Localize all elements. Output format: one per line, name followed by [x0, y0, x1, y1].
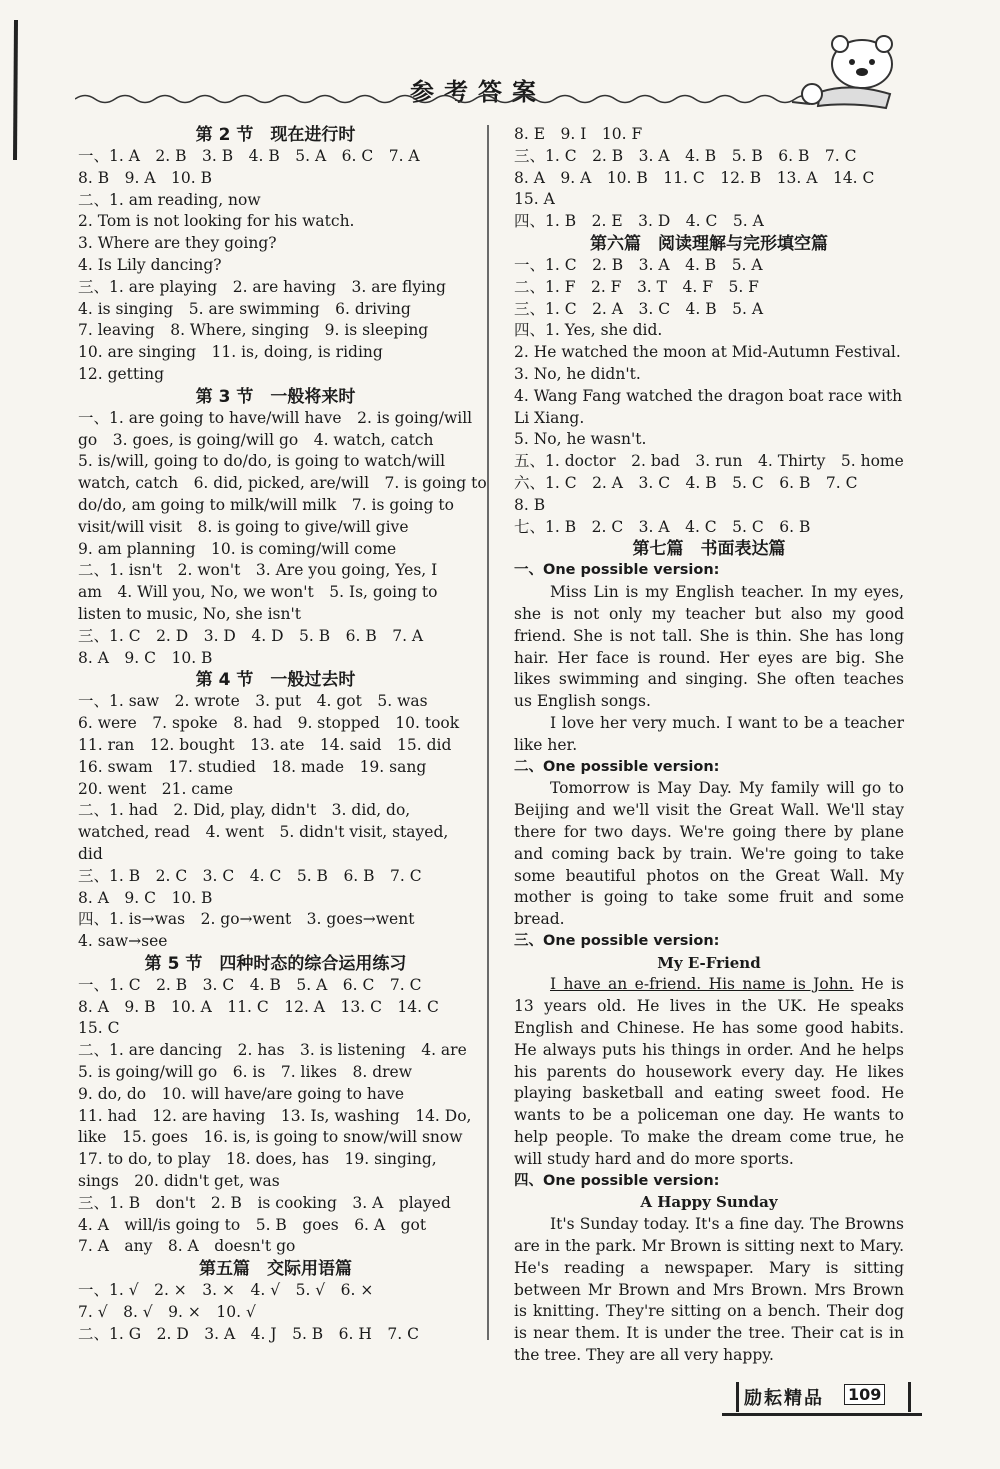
essay-1: [514, 560, 904, 756]
answer-line: do/do, am going to milk/will milk 7. is going to: [78, 495, 454, 514]
answer-line: visit/will visit 8. is going to give/will give: [78, 517, 409, 536]
answer-line: 4. Is Lily dancing?: [78, 255, 222, 274]
essay-4-label: 四、One possible version:: [514, 1172, 720, 1189]
answer-line: am 4. Will you, No, we won't 5. Is, going to: [78, 583, 438, 602]
essay-4-paragraph: It's Sunday today. It's a fine day. The Browns are in the park. Mr Brown is sitting next to Mary. He's reading a newspaper. Mary is sitting between Mr Brown and Mrs Brown. Mrs Brown is knitting. They're sitting on a bench. Their dog is near them. It is under the tree. Their cat is in the tree. They are all very happy.: [514, 1215, 904, 1365]
answer-line: listen to music, No, she isn't: [78, 604, 301, 623]
part-5-title: 第五篇 交际用语篇: [199, 1259, 352, 1280]
answer-line: 20. went 21. came: [78, 779, 234, 798]
essay-1-label: 一、One possible version:: [514, 562, 720, 579]
part-7-title: 第七篇 书面表达篇: [632, 539, 786, 560]
essay-1-paragraph-2: I love her very much. I want to be a teacher like her.: [514, 713, 904, 754]
answer-line: 二、1. had 2. Did, play, didn't 3. did, do,: [78, 801, 411, 820]
section-2-answers: [78, 146, 473, 386]
essay-4-title: A Happy Sunday: [640, 1193, 778, 1212]
answer-line: 三、1. B don't 2. B is cooking 3. A played: [78, 1193, 451, 1212]
answer-line: go 3. goes, is going/will go 4. watch, catch: [78, 430, 434, 449]
answer-line: 3. No, he didn't.: [514, 364, 641, 383]
answer-line: watched, read 4. went 5. didn't visit, stayed,: [78, 823, 449, 842]
essay-3-paragraph: [514, 974, 904, 1170]
answer-line: 11. had 12. are having 13. Is, washing 14. Do,: [78, 1106, 472, 1125]
answer-line: 4. saw→see: [78, 932, 168, 951]
answer-line: 一、1. A 2. B 3. B 4. B 5. A 6. C 7. A: [78, 147, 420, 165]
answer-line: 二、1. G 2. D 3. A 4. J 5. B 6. H 7. C: [78, 1324, 419, 1343]
answer-line: 9. am planning 10. is coming/will come: [78, 539, 397, 558]
essay-3-label: 三、One possible version:: [514, 932, 720, 949]
answer-line: 2. He watched the moon at Mid-Autumn Festival.: [514, 343, 901, 362]
essay-3-body: He is 13 years old. He lives in the UK. He speaks English and Chinese. He has some good habits. He always puts his things in order. And he helps his parents do housework every day. He likes playing basketball and eating sweet food. He wants to be a policeman one day. He wants to help people. To make the dream come true, he will study hard and do more sports.: [514, 975, 904, 1168]
answer-line: 7. √ 8. √ 9. × 10. √: [78, 1303, 256, 1322]
answer-line: 一、1. C 2. B 3. A 4. B 5. A: [514, 255, 763, 274]
answer-line: 三、1. C 2. A 3. C 4. B 5. A: [514, 299, 764, 318]
answer-line: 4. is singing 5. are swimming 6. driving: [78, 299, 411, 318]
answer-line: 四、1. Yes, she did.: [514, 321, 663, 340]
answer-line: 11. ran 12. bought 13. ate 14. said 15. did: [78, 735, 452, 754]
answer-line: 四、1. is→was 2. go→went 3. goes→went: [78, 910, 415, 929]
bear-mascot-icon: [790, 32, 910, 112]
answer-line: 一、1. C 2. B 3. C 4. B 5. A 6. C 7. C: [78, 975, 422, 994]
part-6-title: 第六篇 阅读理解与完形填空篇: [590, 233, 828, 254]
answer-line: did: [78, 844, 103, 863]
answer-line: 3. Where are they going?: [78, 234, 277, 253]
answer-line: 8. B 9. A 10. B: [78, 168, 212, 187]
answer-line: 7. leaving 8. Where, singing 9. is sleeping: [78, 321, 429, 340]
section-3-title: 第 3 节 一般将来时: [195, 386, 356, 407]
answer-line: 二、1. F 2. F 3. T 4. F 5. F: [514, 277, 759, 296]
answer-line: 一、1. saw 2. wrote 3. put 4. got 5. was: [78, 692, 428, 711]
answer-line: 15. C: [78, 1019, 120, 1038]
answer-line: 二、1. are dancing 2. has 3. is listening 4. are: [78, 1041, 467, 1060]
answer-line: 8. E 9. I 10. F: [514, 125, 643, 143]
answer-line: 一、1. are going to have/will have 2. is going/will: [78, 408, 473, 427]
answer-line: 8. A 9. C 10. B: [78, 648, 213, 667]
answer-line: 4. Wang Fang watched the dragon boat race with: [514, 386, 903, 405]
answer-line: sings 20. didn't get, was: [78, 1172, 280, 1191]
section-2-title: 第 2 节 现在进行时: [195, 125, 356, 145]
answer-line: like 15. goes 16. is, is going to snow/will snow: [78, 1128, 463, 1147]
answer-line: 三、1. C 2. D 3. D 4. D 5. B 6. B 7. A: [78, 626, 424, 645]
footer-brand: [722, 1382, 922, 1412]
answer-line: 七、1. B 2. C 3. A 4. C 5. C 6. B: [514, 517, 811, 536]
answer-line: 6. were 7. spoke 8. had 9. stopped 10. took: [78, 714, 460, 733]
section-3-answers: [78, 408, 487, 670]
answer-line: 10. are singing 11. is, doing, is riding: [78, 343, 383, 362]
brand-underline: [722, 1413, 922, 1416]
essay-3-title: My E-Friend: [657, 953, 761, 972]
essay-3-first-sentence: I have an e-friend. His name is John.: [550, 975, 854, 994]
answer-line: 三、1. C 2. B 3. A 4. B 5. B 6. B 7. C: [514, 146, 857, 165]
left-column: [78, 124, 487, 1346]
answer-line: 5. No, he wasn't.: [514, 430, 647, 449]
brand-bar-left: [736, 1382, 739, 1412]
answer-line: 四、1. B 2. E 3. D 4. C 5. A: [514, 212, 764, 231]
answer-line: 8. B: [514, 495, 546, 514]
answer-line: 15. A: [514, 190, 555, 209]
answer-line: 12. getting: [78, 364, 164, 383]
answer-line: 一、1. √ 2. × 3. × 4. √ 5. √ 6. ×: [78, 1281, 374, 1300]
brand-bar-right: [908, 1382, 911, 1412]
answer-line: 17. to do, to play 18. does, has 19. singing,: [78, 1150, 437, 1169]
answer-line: watch, catch 6. did, picked, are/will 7. is going to: [78, 474, 487, 493]
part-5-answers: [78, 1280, 473, 1345]
column-divider: [487, 125, 489, 1340]
answer-line: 7. A any 8. A doesn't go: [78, 1237, 296, 1256]
section-5-title: 第 5 节 四种时态的综合运用练习: [144, 953, 407, 974]
essay-1-paragraph-1: Miss Lin is my English teacher. In my eyes, she is not only my teacher but also my good friend. She is not tall. She is thin. She has long hair. Her face is round. Her eyes are big. She likes swimming and singing. She often teaches us English songs.: [514, 583, 904, 711]
answer-line: Li Xiang.: [514, 408, 585, 427]
right-column: [514, 124, 904, 1367]
section-4-answers: [78, 691, 473, 953]
part-5-continued-answers: [514, 124, 904, 233]
answer-line: 2. Tom is not looking for his watch.: [78, 212, 355, 231]
essay-2-paragraph-1: Tomorrow is May Day. My family will go to Beijing and we'll visit the Great Wall. We'll stay there for two days. We're going there by plane and coming back by train. We're going to take some beautiful photos on the Great Wall. My mother is going to take some fruit and some bread.: [514, 779, 904, 929]
answer-line: 五、1. doctor 2. bad 3. run 4. Thirty 5. home: [514, 452, 904, 471]
answer-line: 16. swam 17. studied 18. made 19. sang: [78, 757, 427, 776]
answer-line: 5. is going/will go 6. is 7. likes 8. drew: [78, 1063, 412, 1082]
essay-3: [514, 931, 904, 1171]
answer-line: 5. is/will, going to do/do, is going to watch/will: [78, 452, 446, 471]
page-header: [0, 0, 1000, 110]
answer-line: 8. A 9. A 10. B 11. C 12. B 13. A 14. C: [514, 168, 875, 187]
section-4-title: 第 4 节 一般过去时: [195, 670, 356, 691]
essay-4: [514, 1171, 904, 1367]
page-title: 参考答案: [410, 77, 546, 106]
page-number: 109: [844, 1384, 885, 1405]
answer-line: 9. do, do 10. will have/are going to have: [78, 1084, 405, 1103]
answer-line: 三、1. are playing 2. are having 3. are flying: [78, 277, 446, 296]
answer-line: 8. A 9. B 10. A 11. C 12. A 13. C 14. C: [78, 997, 439, 1016]
binding-mark: [8, 20, 22, 160]
part-6-answers: [514, 255, 904, 538]
essay-2-label: 二、One possible version:: [514, 758, 720, 775]
answer-line: 二、1. am reading, now: [78, 190, 261, 209]
answer-line: 4. A will/is going to 5. B goes 6. A got: [78, 1215, 427, 1234]
answer-line: 三、1. B 2. C 3. C 4. C 5. B 6. B 7. C: [78, 866, 422, 885]
answer-line: 二、1. isn't 2. won't 3. Are you going, Yes, I: [78, 561, 438, 580]
answer-line: 六、1. C 2. A 3. C 4. B 5. C 6. B 7. C: [514, 473, 858, 492]
section-5-answers: [78, 975, 473, 1258]
brand-name: 励耘精品: [744, 1388, 824, 1409]
essay-2: [514, 757, 904, 931]
answer-line: 8. A 9. C 10. B: [78, 888, 213, 907]
header-wave-decoration: [75, 92, 815, 106]
